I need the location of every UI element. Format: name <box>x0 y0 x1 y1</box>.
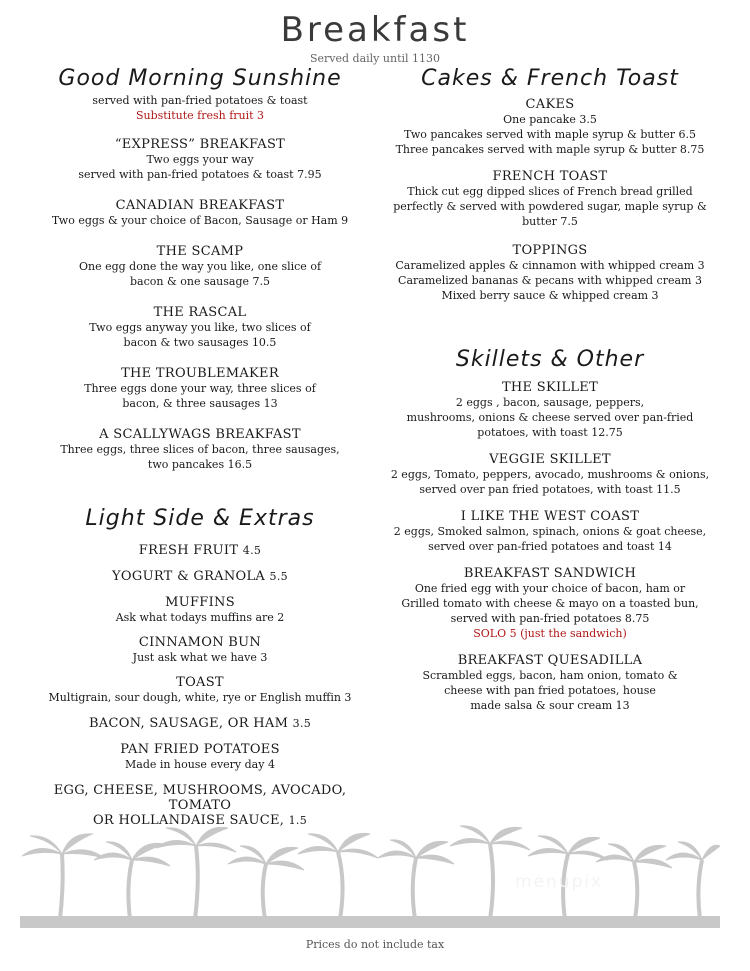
menu-item <box>40 244 360 289</box>
item-desc: served with pan-fried potatoes & toast 7.95 <box>78 168 322 181</box>
palm-tree-icon <box>298 833 378 919</box>
menu-item <box>40 716 360 731</box>
menu-item <box>40 783 360 828</box>
item-desc: Two eggs anyway you like, two slices of <box>89 321 311 334</box>
menu-item <box>40 595 360 625</box>
item-desc: served over pan fried potatoes, with toast 11.5 <box>419 483 681 496</box>
item-desc: Three pancakes served with maple syrup & butter 8.75 <box>395 143 705 156</box>
item-desc: Three eggs done your way, three slices of <box>84 382 316 395</box>
item-name <box>40 569 360 584</box>
item-name: THE SKILLET <box>501 380 599 395</box>
item-price: 5.5 <box>269 570 288 583</box>
item-desc: Grilled tomato with cheese & mayo on a toasted bun, <box>401 597 699 610</box>
menu-item <box>40 675 360 705</box>
item-desc: One fried egg with your choice of bacon, ham or <box>414 582 686 595</box>
item-desc: perfectly & served with powdered sugar, maple syrup & butter 7.5 <box>393 200 707 228</box>
menu-subtitle: Served daily until 1130 <box>309 52 441 65</box>
item-name: FRENCH TOAST <box>492 169 608 184</box>
menu-item <box>40 366 360 411</box>
item-desc: Thick cut egg dipped slices of French bread grilled <box>407 185 693 198</box>
item-desc: One egg done the way you like, one slice of <box>78 260 322 273</box>
item-desc: cheese with pan fried potatoes, house <box>444 684 656 697</box>
palm-tree-icon <box>228 846 304 919</box>
item-name: EGG, CHEESE, MUSHROOMS, AVOCADO, TOMATO <box>53 783 347 813</box>
light-side-heading: Light Side & Extras <box>85 506 315 531</box>
item-desc: Two eggs & your choice of Bacon, Sausage or Ham 9 <box>51 214 349 227</box>
item-name: BREAKFAST QUESADILLA <box>457 653 643 668</box>
menu-item <box>390 509 710 554</box>
cakes-heading: Cakes & French Toast <box>421 66 679 91</box>
good-morning-heading: Good Morning Sunshine <box>58 66 342 91</box>
item-name <box>40 716 360 731</box>
item-desc: served over pan-fried potatoes and toast 14 <box>428 540 672 553</box>
item-name: CANADIAN BREAKFAST <box>115 198 285 213</box>
item-name: VEGGIE SKILLET <box>489 452 611 467</box>
menu-item <box>390 566 710 641</box>
solo-note: SOLO 5 (just the sandwich) <box>473 627 627 640</box>
item-desc: bacon, & three sausages 13 <box>122 397 278 410</box>
menu-item <box>390 452 710 497</box>
item-desc: potatoes, with toast 12.75 <box>477 426 623 439</box>
menu-item <box>40 635 360 665</box>
good-morning-intro: served with pan-fried potatoes & toast <box>92 94 308 107</box>
menu-item <box>40 305 360 350</box>
item-desc: served with pan-fried potatoes 8.75 <box>450 612 650 625</box>
item-desc: Multigrain, sour dough, white, rye or English muffin 3 <box>48 691 352 704</box>
item-price: 4.5 <box>242 544 262 557</box>
palm-tree-icon <box>22 834 104 919</box>
item-desc: Mixed berry sauce & whipped cream 3 <box>441 289 659 302</box>
item-desc: Just ask what we have 3 <box>132 651 268 664</box>
palm-tree-icon <box>666 842 720 919</box>
menu-item <box>40 198 360 228</box>
item-desc: bacon & two sausages 10.5 <box>123 336 277 349</box>
item-name: THE TROUBLEMAKER <box>121 366 279 381</box>
menu-title: Breakfast <box>280 10 470 50</box>
item-title: YOGURT & GRANOLA <box>112 569 266 584</box>
item-desc: Caramelized apples & cinnamon with whipped cream 3 <box>395 259 705 272</box>
menu-item <box>40 543 360 558</box>
item-desc: made salsa & sour cream 13 <box>470 699 630 712</box>
menu-item <box>40 137 360 182</box>
item-title: BACON, SAUSAGE, OR HAM <box>88 716 289 731</box>
palm-trees-illustration <box>20 824 720 928</box>
item-desc: Two eggs your way <box>146 153 254 166</box>
item-desc: Ask what todays muffins are 2 <box>115 611 285 624</box>
item-desc: bacon & one sausage 7.5 <box>130 275 270 288</box>
item-name: THE SCAMP <box>156 244 244 259</box>
menu-item <box>390 380 710 440</box>
item-price: 3.5 <box>292 717 312 730</box>
palm-tree-icon <box>156 827 236 919</box>
item-desc: Caramelized bananas & pecans with whipped cream 3 <box>398 274 702 287</box>
item-desc: Three eggs, three slices of bacon, three sausages, <box>60 443 340 456</box>
item-name: BREAKFAST SANDWICH <box>463 566 637 581</box>
menu-item <box>390 243 710 303</box>
item-name: MUFFINS <box>165 595 235 610</box>
item-name: I LIKE THE WEST COAST <box>460 509 640 524</box>
item-name: A SCALLYWAGS BREAKFAST <box>99 427 301 442</box>
menu-item <box>390 97 710 157</box>
menu-item <box>40 427 360 472</box>
palm-tree-icon <box>596 844 672 919</box>
item-desc: Scrambled eggs, bacon, ham onion, tomato & <box>422 669 678 682</box>
watermark: menupix <box>515 872 604 892</box>
left-column <box>40 66 360 828</box>
item-desc: 2 eggs, Tomato, peppers, avocado, mushrooms & onions, <box>390 468 710 481</box>
item-desc: two pancakes 16.5 <box>147 458 253 471</box>
skillets-heading: Skillets & Other <box>455 347 645 372</box>
item-title: FRESH FRUIT <box>138 543 239 558</box>
item-desc: One pancake 3.5 <box>503 113 597 126</box>
item-name: CINNAMON BUN <box>138 635 262 650</box>
palm-tree-icon <box>378 840 454 919</box>
good-morning-note: Substitute fresh fruit 3 <box>135 109 265 122</box>
menu-item <box>390 169 710 229</box>
tax-footer: Prices do not include tax <box>305 938 445 951</box>
item-desc: Made in house every day 4 <box>125 758 275 771</box>
item-price: 1.5 <box>288 814 308 827</box>
right-column <box>390 66 710 713</box>
item-title: OR HOLLANDAISE SAUCE, <box>92 813 285 828</box>
item-name: PAN FRIED POTATOES <box>120 742 280 757</box>
menu-item <box>40 569 360 584</box>
item-desc: 2 eggs, Smoked salmon, spinach, onions & goat cheese, <box>393 525 707 538</box>
item-name: TOAST <box>176 675 224 690</box>
menu-item <box>40 742 360 772</box>
item-desc: Two pancakes served with maple syrup & butter 6.5 <box>403 128 697 141</box>
item-name <box>40 543 360 558</box>
item-desc: mushrooms, onions & cheese served over pan-fried <box>406 411 694 424</box>
item-desc: 2 eggs , bacon, sausage, peppers, <box>455 396 645 409</box>
item-name: TOPPINGS <box>512 243 588 258</box>
menu-item <box>390 653 710 713</box>
item-name: CAKES <box>525 97 575 112</box>
palm-tree-icon <box>94 842 170 919</box>
item-name: THE RASCAL <box>153 305 247 320</box>
item-name: “EXPRESS” BREAKFAST <box>114 137 286 152</box>
